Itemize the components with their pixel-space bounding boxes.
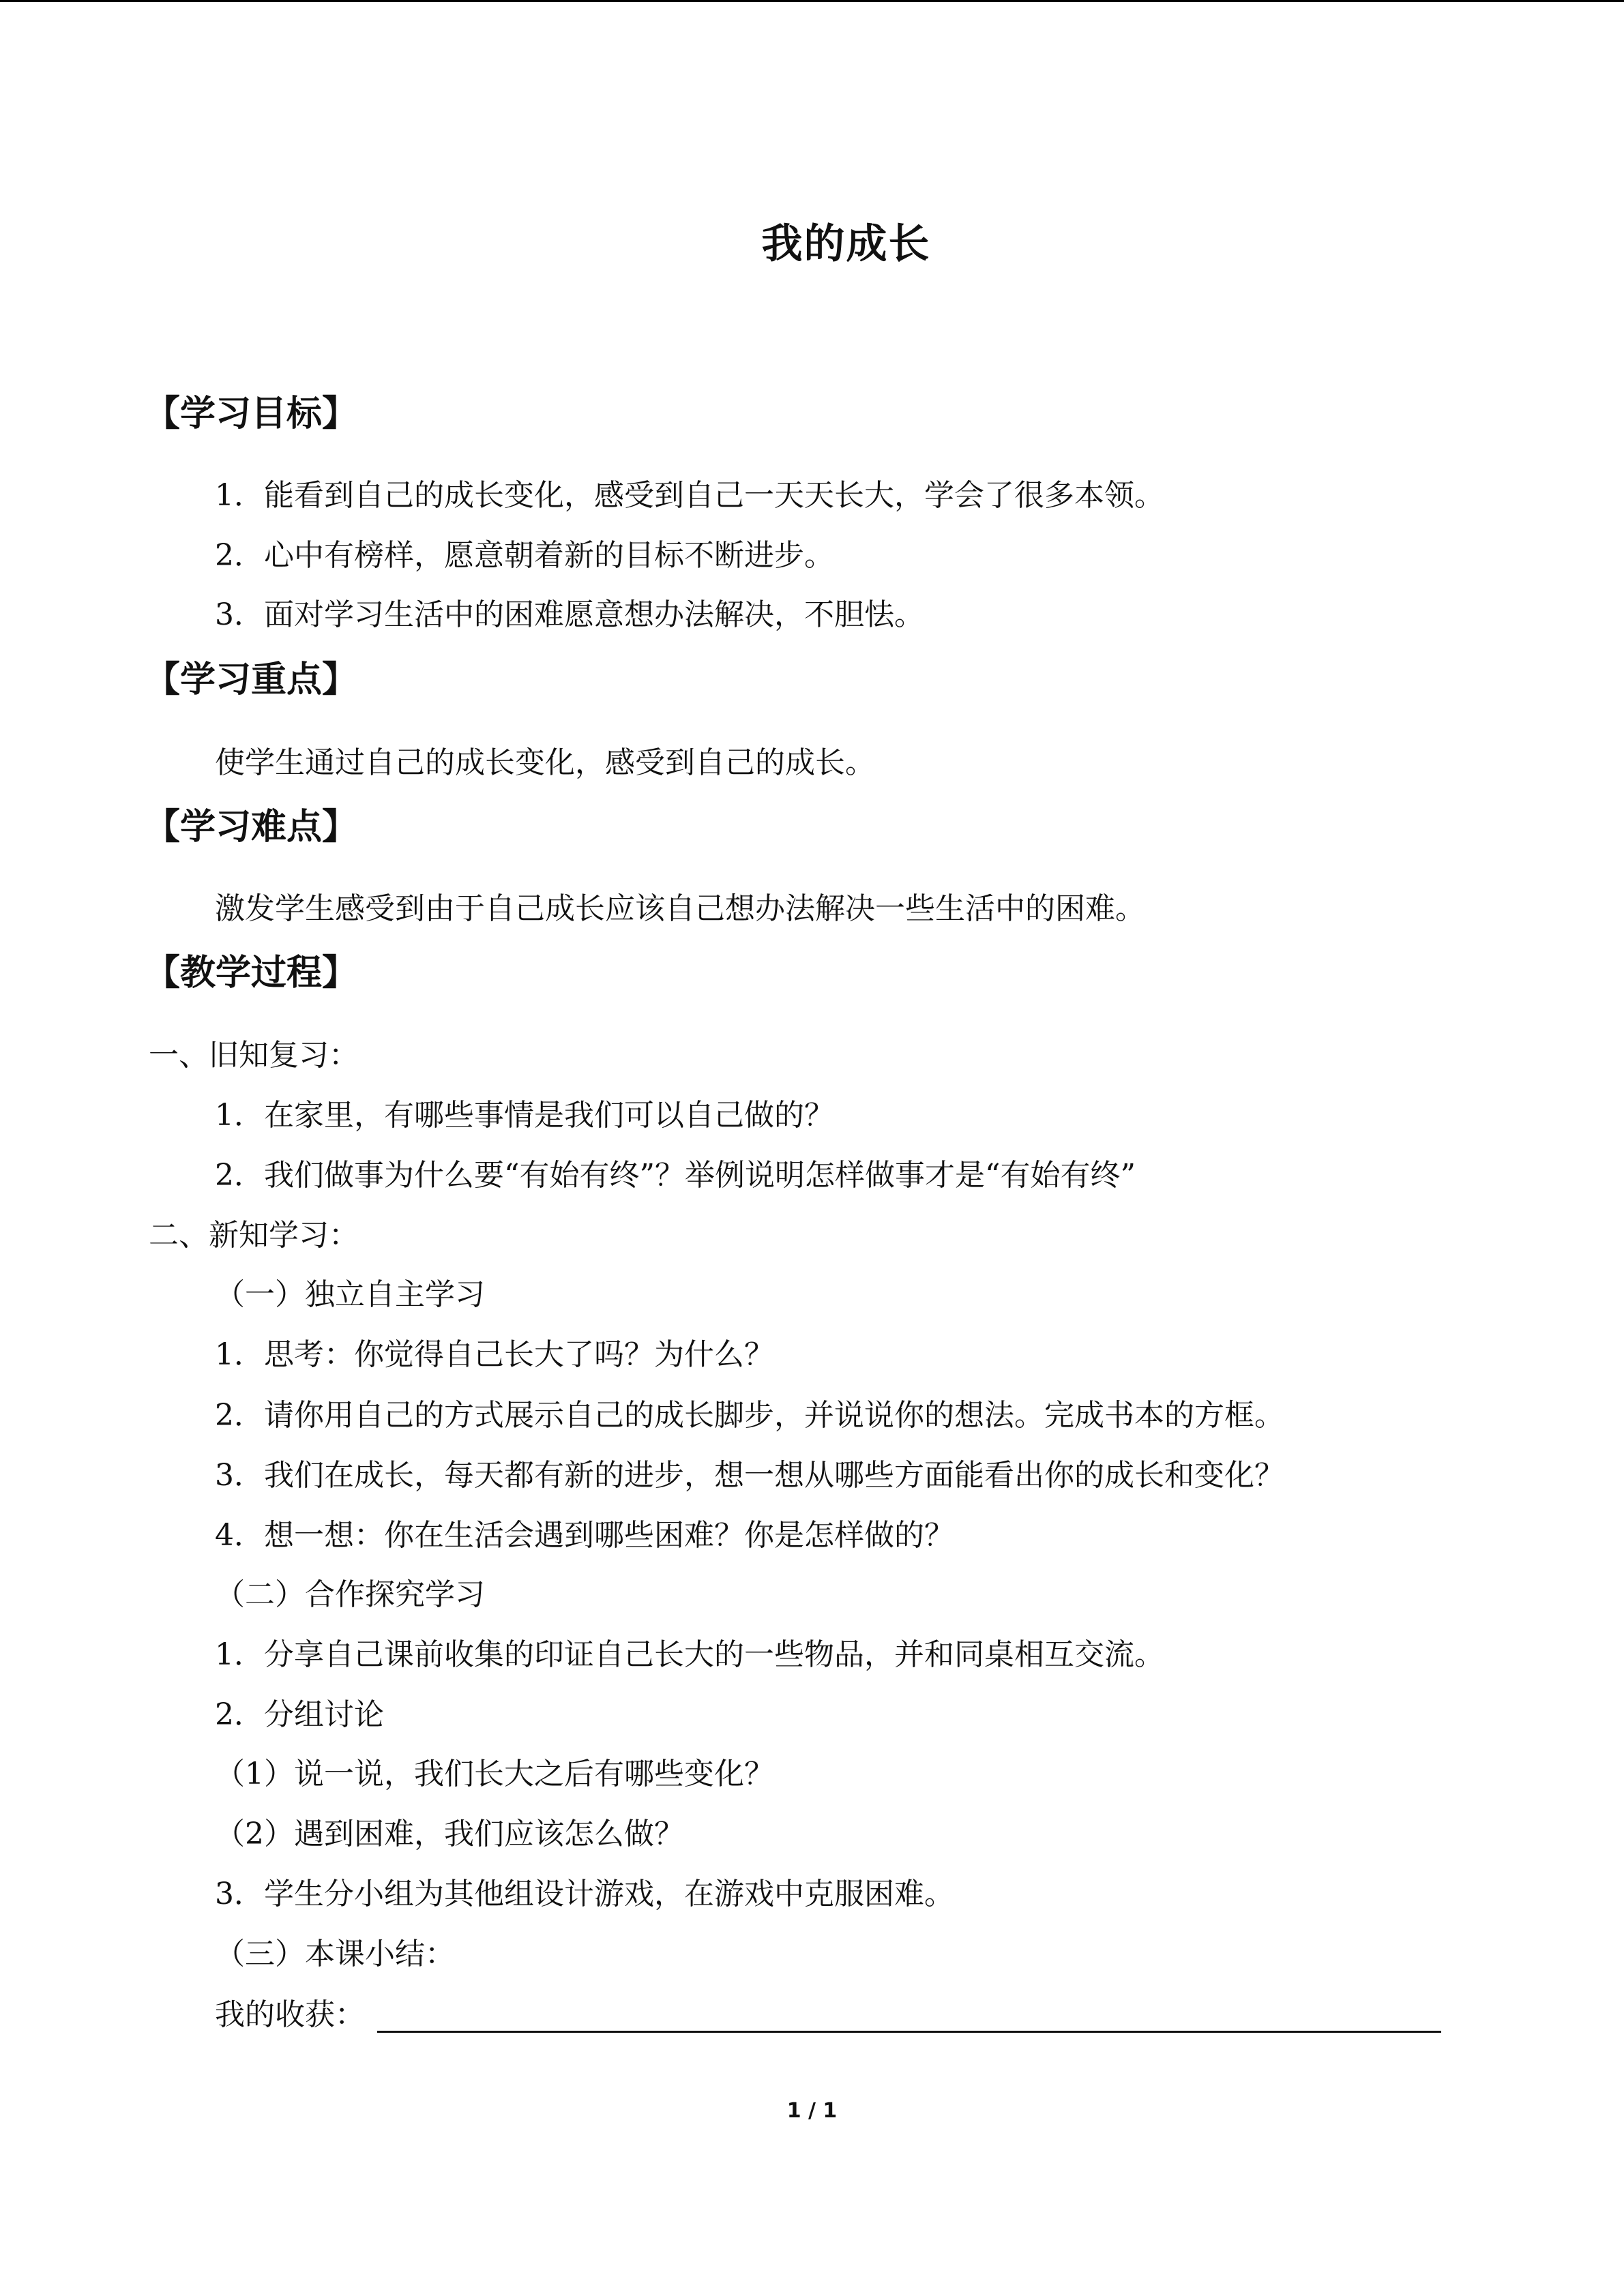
part1-item: 4．想一想：你在生活会遇到哪些困难？你是怎样做的？	[215, 1518, 954, 1553]
new-learning-heading: 二、新知学习：	[149, 1218, 359, 1253]
difficulties-text: 激发学生感受到由于自己成长应该自己想办法解决一些生活中的困难。	[215, 891, 1145, 926]
review-heading: 一、旧知复习：	[149, 1038, 359, 1073]
harvest-answer-line	[377, 2031, 1441, 2033]
part3-heading: （三）本课小结：	[215, 1937, 455, 1971]
part2-heading: （二）合作探究学习	[215, 1577, 485, 1612]
review-item: 2．我们做事为什么要“有始有终”？举例说明怎样做事才是“有始有终”	[215, 1158, 1136, 1193]
section-heading-key-points: 【学习重点】	[145, 659, 358, 700]
part1-item: 1．思考：你觉得自己长大了吗？为什么？	[215, 1337, 774, 1372]
page-number: 1 / 1	[786, 2099, 838, 2123]
document-title: 我的成长	[761, 220, 931, 268]
part1-heading: （一）独立自主学习	[215, 1277, 485, 1312]
part2-item: 3．学生分小组为其他组设计游戏，在游戏中克服困难。	[215, 1877, 954, 1911]
part2-sub-item: （2）遇到困难，我们应该怎么做？	[215, 1817, 684, 1851]
part2-item: 1．分享自己课前收集的印证自己长大的一些物品，并和同桌相互交流。	[215, 1637, 1164, 1672]
part1-item: 2．请你用自己的方式展示自己的成长脚步，并说说你的想法。完成书本的方框。	[215, 1398, 1284, 1433]
part2-sub-item: （1）说一说，我们长大之后有哪些变化？	[215, 1757, 774, 1791]
harvest-label: 我的收获：	[215, 1997, 365, 2032]
section-heading-process: 【教学过程】	[145, 953, 358, 994]
part1-item: 3．我们在成长，每天都有新的进步，想一想从哪些方面能看出你的成长和变化？	[215, 1458, 1284, 1493]
section-heading-difficulties: 【学习难点】	[145, 807, 358, 848]
goal-item: 2．心中有榜样，愿意朝着新的目标不断进步。	[215, 538, 834, 573]
key-points-text: 使学生通过自己的成长变化，感受到自己的成长。	[215, 745, 875, 780]
section-heading-goals: 【学习目标】	[145, 393, 358, 434]
review-item: 1．在家里，有哪些事情是我们可以自己做的？	[215, 1098, 834, 1133]
goal-item: 3．面对学习生活中的困难愿意想办法解决，不胆怯。	[215, 597, 924, 632]
goal-item: 1．能看到自己的成长变化，感受到自己一天天长大，学会了很多本领。	[215, 478, 1164, 513]
part2-item: 2．分组讨论	[215, 1697, 384, 1732]
